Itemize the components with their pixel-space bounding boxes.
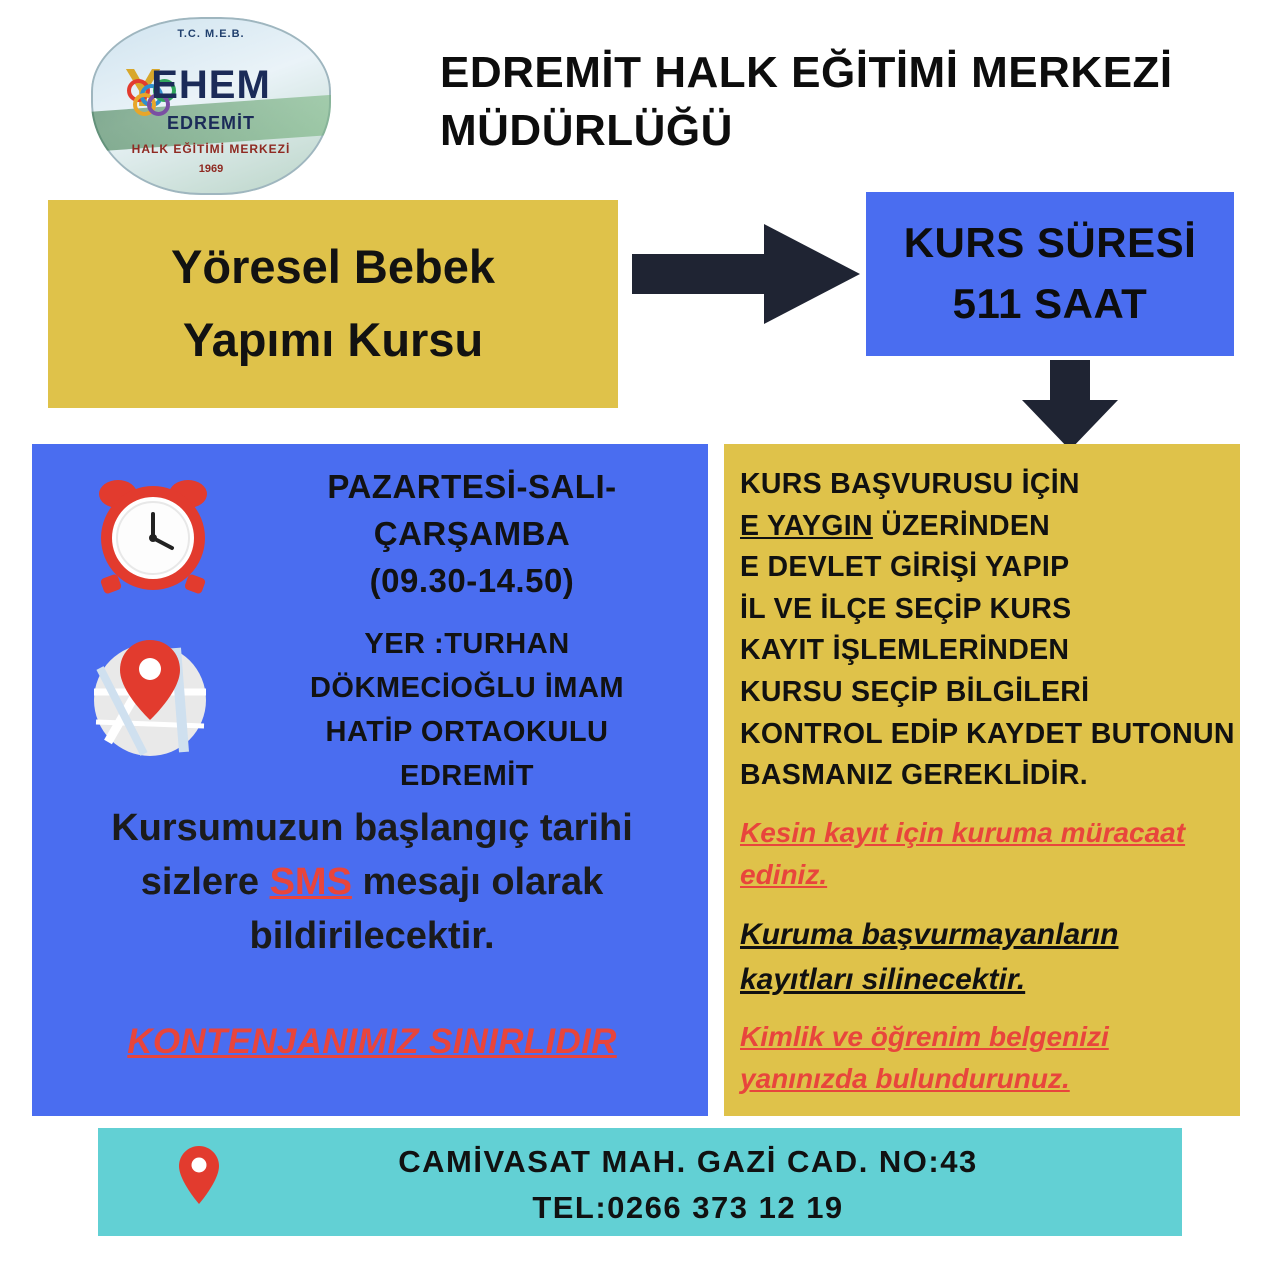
footer-contact-bar	[98, 1128, 1182, 1236]
schedule-days-line2: ÇARŞAMBA	[373, 514, 571, 552]
logo-ministry-text: T.C. M.E.B.	[177, 28, 245, 40]
warning-deletion: Kuruma başvurmayanların kayıtları silinecektir.	[740, 918, 1119, 996]
course-place-line1: YER :TURHAN	[364, 628, 570, 660]
sms-notice-part2: mesajı olarak bildirilecektir.	[249, 860, 604, 957]
arrow-right-icon	[632, 222, 864, 322]
page-title: EDREMİT HALK EĞİTİMİ MERKEZİ MÜDÜRLÜĞÜ	[440, 48, 1173, 156]
logo-institution: HALK EĞİTİMİ MERKEZİ	[131, 142, 291, 156]
application-line-7: KONTROL EDİP KAYDET BUTONUN	[740, 717, 1235, 750]
course-place-line4: EDREMİT	[400, 760, 534, 793]
course-place	[247, 622, 687, 798]
course-place-line3: HATİP ORTAOKULU	[325, 716, 609, 749]
course-duration-value: 511 SAAT	[952, 280, 1148, 327]
map-location-icon	[80, 622, 220, 762]
quota-notice: KONTENJANIMIZ SINIRLIDIR	[127, 1022, 617, 1061]
course-name-line1: Yöresel Bebek	[171, 240, 495, 294]
schedule-days-hours	[262, 464, 682, 605]
course-duration-box	[866, 192, 1234, 356]
sms-notice	[52, 802, 692, 964]
warning-documents: Kimlik ve öğrenim belgenizi yanınızda bulundurunuz.	[740, 1021, 1109, 1094]
application-line-6: KURSU SEÇİP BİLGİLERİ	[740, 676, 1090, 709]
application-line-2-rest: ÜZERİNDEN	[872, 509, 1051, 542]
application-panel	[724, 444, 1240, 1116]
alarm-clock-icon	[88, 472, 218, 597]
application-line-4: İL VE İLÇE SEÇİP KURS	[740, 592, 1072, 625]
location-pin-icon	[176, 1144, 222, 1206]
arrow-down-icon	[1020, 360, 1120, 450]
application-instructions	[740, 464, 1260, 797]
sms-notice-part1: Kursumuzun başlangıç tarihi sizlere	[111, 807, 633, 903]
arrow-down-head	[1022, 400, 1118, 450]
application-line-8: BASMANIZ GEREKLİDİR.	[740, 759, 1088, 792]
schedule-days-line1: PAZARTESİ-SALI-	[327, 468, 617, 505]
course-name-box	[48, 200, 618, 408]
application-line-5: KAYIT İŞLEMLERİNDEN	[740, 634, 1070, 667]
course-duration-label: KURS SÜRESİ	[903, 219, 1197, 267]
schedule-hours: (09.30-14.50)	[369, 561, 575, 599]
institution-logo	[78, 8, 338, 198]
footer-phone: TEL:0266 373 12 19	[532, 1190, 844, 1225]
application-line-1: KURS BAŞVURUSU İÇİN	[740, 468, 1080, 500]
logo-acronym: EHEM	[151, 63, 271, 107]
arrow-right-shaft	[632, 254, 772, 294]
logo-shield-shape	[88, 14, 334, 198]
course-place-line2: DÖKMECİOĞLU İMAM	[309, 672, 625, 705]
logo-year: 1969	[198, 163, 224, 175]
schedule-panel	[32, 444, 708, 1116]
footer-address: CAMİVASAT MAH. GAZİ CAD. NO:43	[398, 1144, 978, 1179]
arrow-right-head	[764, 224, 860, 324]
course-name-line2: Yapımı Kursu	[182, 313, 484, 366]
warning-registration: Kesin kayıt için kuruma müracaat ediniz.	[740, 817, 1186, 890]
sms-highlight: SMS	[269, 860, 352, 903]
application-line-3: E DEVLET GİRİŞİ YAPIP	[740, 551, 1070, 584]
application-line-2	[740, 506, 1260, 548]
logo-district: EDREMİT	[167, 113, 255, 133]
logo-y-letter: Y	[125, 58, 162, 118]
application-eyaygin: E YAYGIN	[740, 509, 873, 542]
